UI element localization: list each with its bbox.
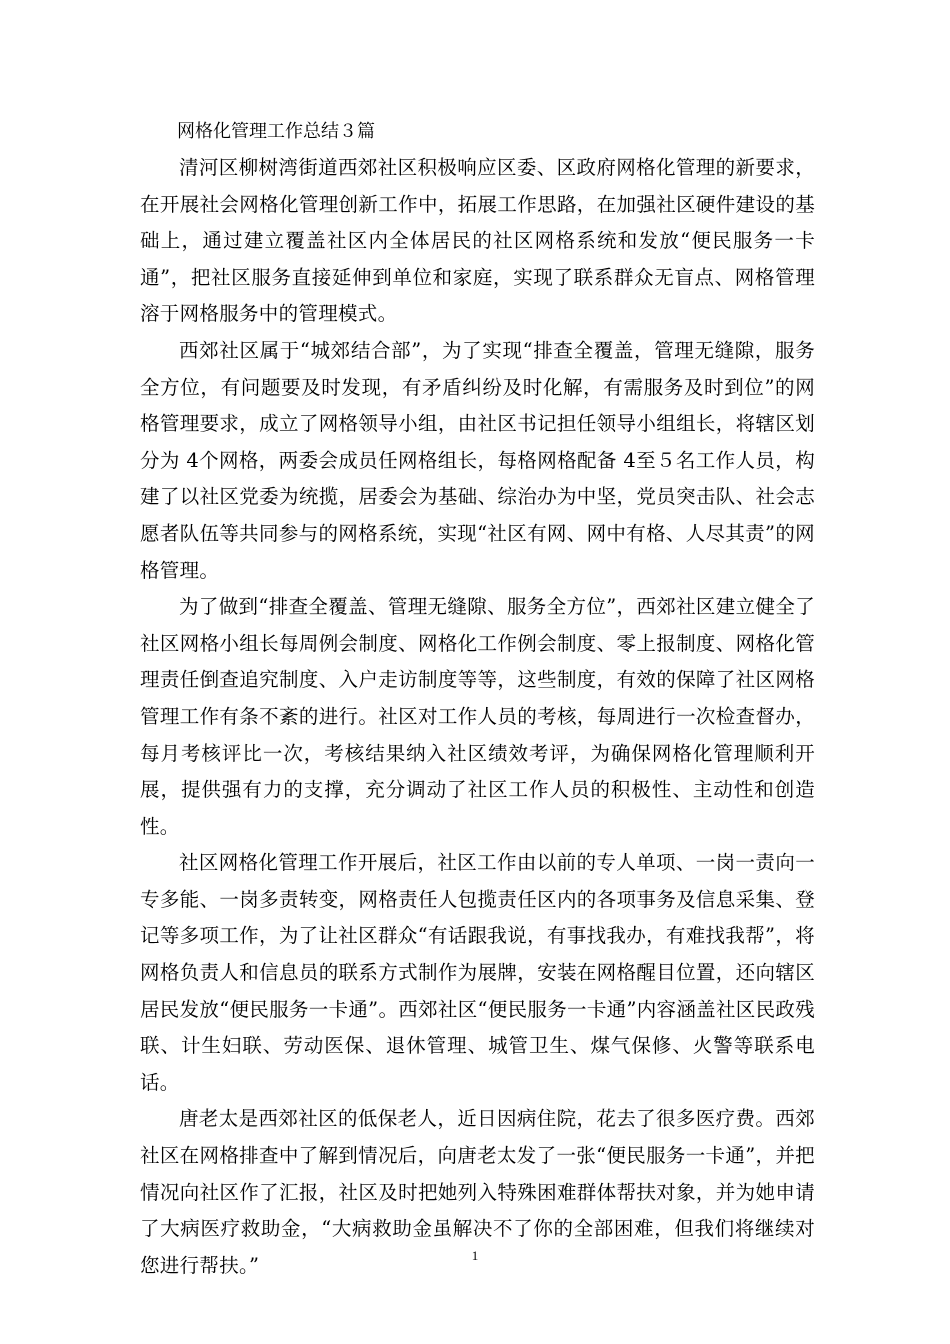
paragraph-2: 西郊社区属于“城郊结合部”，为了实现“排查全覆盖，管理无缝隙，服务全方位，有问题要及时发现，有矛盾纠纷及时化解，有需服务及时到位”的网格管理要求，成立了网格领导小组，由社区书记担任领导小组组长，将辖区划分为 4个网格，两委会成员任网格组长，每格网格配备 4至５名工作人员，构建了以社区党委为统揽，居委会为基础、综治办为中坚，党员突击队、社会志愿者队伍等共同参与的网格系统，实现“社区有网、网中有格、人尽其责”的网格管理。 <box>140 338 815 582</box>
paragraph-5: 唐老太是西郊社区的低保老人，近日因病住院，花去了很多医疗费。西郊社区在网格排查中了解到情况后，向唐老太发了一张“便民服务一卡通”，并把情况向社区作了汇报，社区及时把她列入特殊困难群体帮扶对象，并为她申请了大病医疗救助金，“大病救助金虽解决不了你的全部困难，但我们将继续对您进行帮扶。” <box>140 1107 815 1277</box>
document-title: 网格化管理工作总结３篇 <box>177 121 375 142</box>
document-body <box>140 150 815 1284</box>
paragraph-3: 为了做到“排查全覆盖、管理无缝隙、服务全方位”，西郊社区建立健全了社区网格小组长每周例会制度、网格化工作例会制度、零上报制度、网格化管理责任倒查追究制度、入户走访制度等等，这些制度，有效的保障了社区网格管理工作有条不紊的进行。社区对工作人员的考核，每周进行一次检查督办，每月考核评比一次，考核结果纳入社区绩效考评，为确保网格化管理顺利开展，提供强有力的支撑，充分调动了社区工作人员的积极性、主动性和创造性。 <box>140 595 815 838</box>
page-number: 1 <box>471 1248 479 1263</box>
paragraph-1: 清河区柳树湾街道西郊社区积极响应区委、区政府网格化管理的新要求，在开展社会网格化管理创新工作中，拓展工作思路，在加强社区硬件建设的基础上，通过建立覆盖社区内全体居民的社区网格系统和发放“便民服务一卡通”，把社区服务直接延伸到单位和家庭，实现了联系群众无盲点、网格管理溶于网格服务中的管理模式。 <box>140 156 815 326</box>
paragraph-4: 社区网格化管理工作开展后，社区工作由以前的专人单项、一岗一责向一专多能、一岗多责转变，网格责任人包揽责任区内的各项事务及信息采集、登记等多项工作，为了让社区群众“有话跟我说，有事找我办，有难找我帮”，将网格负责人和信息员的联系方式制作为展牌，安装在网格醒目位置，还向辖区居民发放“便民服务一卡通”。西郊社区“便民服务一卡通”内容涵盖社区民政残联、计生妇联、劳动医保、退休管理、城管卫生、煤气保修、火警等联系电话。 <box>140 851 815 1094</box>
